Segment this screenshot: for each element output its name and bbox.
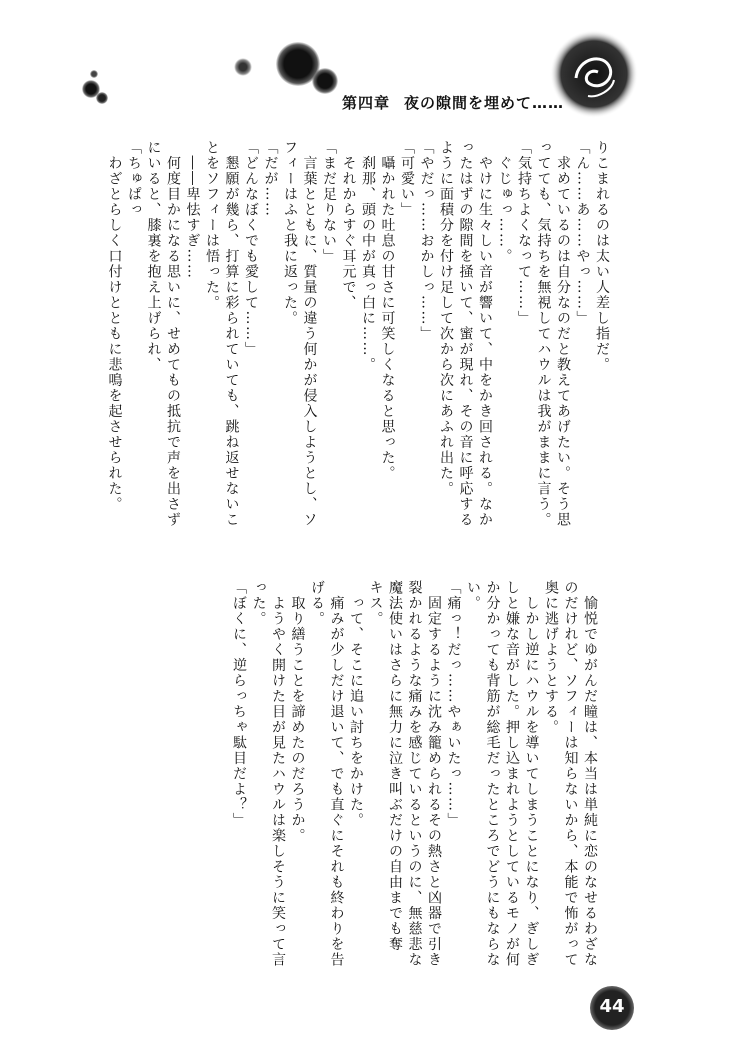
text-line: って、そこに追い討ちをかけた。 [348,580,364,828]
text-line: 魔法使いはさらに無力に泣き叫ぶだけの自由までも奪 [387,580,403,952]
body-text-lower [229,580,600,968]
text-line: りこまれるのは太い人差し指だ。 [594,140,610,373]
text-line: にいると、膝裏を抱え上げられ、 [145,140,162,373]
text-line: やけに生々しい音が響いて、中をかき回される。なか [477,140,493,528]
text-line: 「まだ足りない」 [321,140,337,264]
text-line: 囁かれた吐息の甘さに可笑しくなると思った。 [379,140,396,481]
text-line: ぐじゅっ……。 [496,140,513,264]
halftone-dot-decoration [234,58,252,76]
halftone-dot-decoration [90,70,98,78]
text-line: 求めているのは自分なのだと教えてあげたい。そう思 [555,140,571,528]
text-line: しと嫌な音がした。押し込まれようとしているモノが何 [504,580,520,968]
chapter-label: 第四章 [342,94,391,112]
text-line: 愉悦でゆがんだ瞳は、本当は単純に恋のなせるわざな [582,580,598,968]
text-line: 固定するように沈み籠められるその熱さと凶器で引き [426,580,442,968]
body-text-upper [104,140,611,528]
text-line: 奥に逃げようとする。 [543,580,559,735]
text-line: しかし逆にハウルを導いてしまうことになり、ぎしぎ [523,580,540,968]
text-line: キス。 [367,580,384,627]
text-line: 「可愛い」 [399,140,415,218]
text-line: わざとらしく口付けとともに悲鳴を起させられた。 [106,140,123,512]
text-line: のだけれど、ソフィーは知らないから、本能で怖がって [562,580,579,968]
text-line: 取り繕うことを諦めたのだろうか。 [289,580,306,844]
text-line: い。 [465,580,481,611]
text-line: 「気持ちよくなって……」 [516,140,532,326]
text-line: った。 [250,580,267,627]
text-line: 痛みが少しだけ退いて、でも直ぐにそれも終わりを告 [328,580,345,968]
text-line: 「ちゅぱっ [126,140,142,218]
page-number: 44 [599,996,625,1017]
text-line: 「ん……あ……やっ……」 [574,140,591,326]
text-line: ったはずの隙間を掻いて、蜜が現れ、その音に呼応する [457,140,474,528]
text-line: フィーはふと我に返った。 [282,140,298,326]
text-line: げる。 [309,580,325,627]
text-line: 「どんなぼくでも愛して……」 [243,140,259,357]
text-line: 刹那、頭の中が真っ白に……。 [360,140,376,373]
text-line: 何度目かになる思いに、せめてもの抵抗で声を出さず [165,140,181,528]
text-line: 裂かれるような痛みを感じているというのに、無慈悲な [406,580,423,968]
text-line: 「やだっ……おかしっ……」 [418,140,435,342]
text-line: か分かっても背筋が総毛だったところでどうにもならな [484,580,501,968]
text-line: とをソフィーは悟った。 [204,140,220,311]
halftone-dot-decoration [96,92,108,104]
text-line: ってても、気持ちを無視してハウルは我がままに言う。 [535,140,552,528]
text-line: 「痛っ！だっ……やぁいたっ……」 [445,580,462,828]
text-line: ようやく開けた目が見たハウルは楽しそうに笑って言 [270,580,286,968]
page-number-badge [590,986,634,1030]
chapter-heading [342,92,564,113]
text-line: 言葉とともに、質量の違う何かが侵入しようとし、ソ [301,140,318,528]
text-line: 「だが…… [262,140,279,218]
text-line: それからすぐ耳元で、 [340,140,357,311]
text-line: ――卑怯すぎ…… [184,140,201,280]
text-line: ように面積分を付け足して次から次にあふれ出た。 [438,140,454,497]
chapter-title: 夜の隙間を埋めて…… [404,94,565,112]
halftone-dot-decoration [312,68,338,94]
text-line: 「ぼくに、逆らっちゃ駄目だよ？」 [231,580,247,828]
text-line: 懇願が幾ら、打算に彩られていても、跳ね返せないこ [223,140,240,528]
